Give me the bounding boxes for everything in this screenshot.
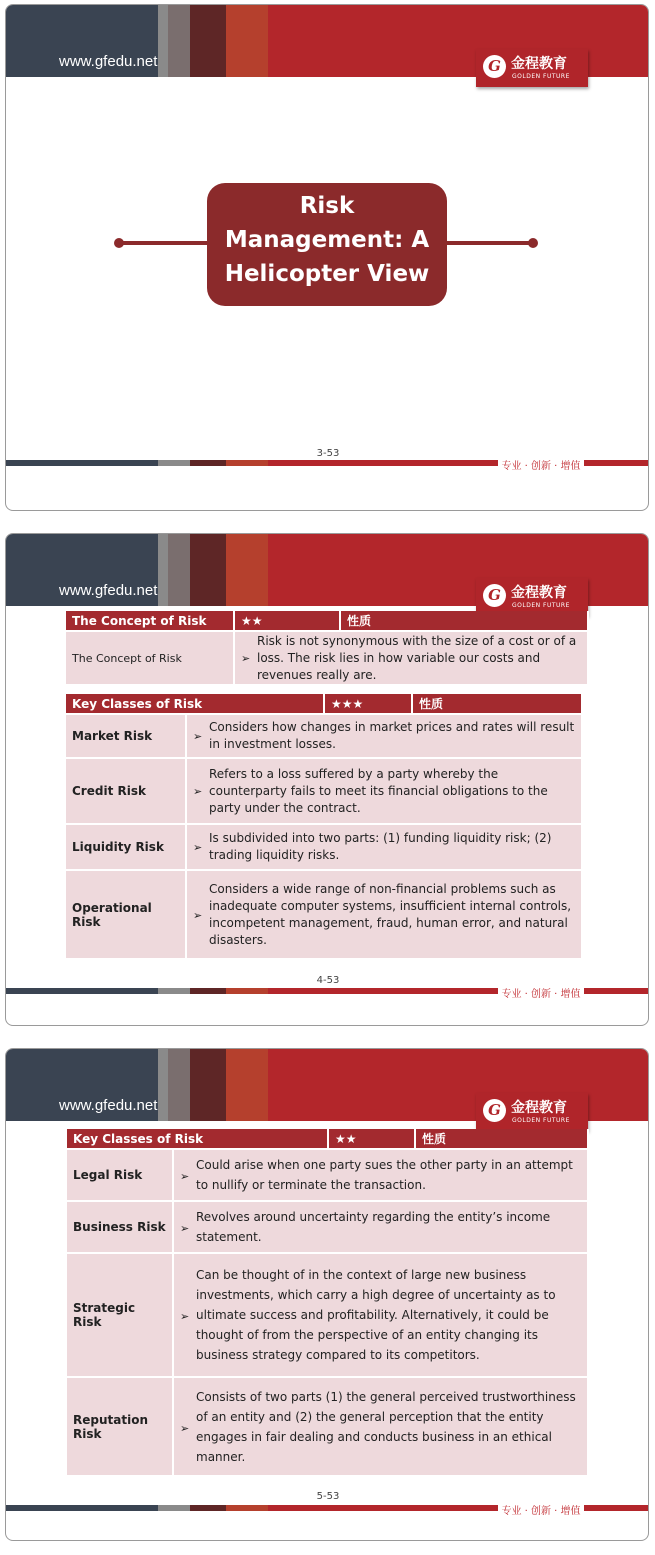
classes-table-header: [67, 1129, 588, 1149]
row-text: Revolves around uncertainty regarding the entity’s income statement.: [196, 1210, 551, 1244]
footer-slogan: 专业 · 创新 · 增值: [498, 457, 584, 472]
table-row: [67, 1149, 588, 1201]
row-label: Credit Risk: [66, 758, 186, 824]
row-text: Considers a wide range of non-financial problems such as inadequate computer systems, insufficient internal controls, incompetent management, fraud, human error, and natural disasters.: [209, 881, 572, 947]
row-text: Considers how changes in market prices and rates will result in investment losses.: [209, 720, 575, 751]
page-number: 5-53: [316, 1491, 340, 1502]
bullet-arrow-icon: ➢: [241, 652, 251, 665]
header-nature: 性质: [415, 1129, 588, 1149]
table-row: [66, 870, 582, 958]
risk-classes-table: [66, 694, 583, 958]
title-line-1: Risk: [299, 193, 355, 219]
brand-logo: [476, 49, 588, 87]
table-row: [66, 631, 588, 684]
title-line-left: [120, 241, 210, 245]
row-text: Refers to a loss suffered by a party whereby the counterparty fails to meet its financial obligations to the party under the contract.: [209, 766, 548, 815]
logo-name-en: GOLDEN FUTURE: [512, 73, 570, 80]
header-nature: 性质: [340, 611, 588, 631]
concept-table-header: [66, 611, 588, 631]
classes-table-header: [66, 694, 582, 714]
row-description: [234, 631, 588, 684]
header-topic: Key Classes of Risk: [66, 694, 324, 714]
logo-emblem-icon: G: [483, 584, 506, 607]
row-description: [173, 1201, 588, 1253]
bullet-arrow-icon: ➢: [193, 841, 203, 854]
slide-title: [207, 183, 447, 306]
table-row: [67, 1253, 588, 1377]
header-stars: ★★★: [324, 694, 412, 714]
slide-3: [5, 4, 649, 511]
site-url: www.gfedu.net: [59, 582, 158, 599]
table-row: [67, 1201, 588, 1253]
bullet-arrow-icon: ➢: [180, 1222, 190, 1235]
row-description: [186, 714, 582, 758]
row-description: [173, 1253, 588, 1377]
row-label: Liquidity Risk: [66, 824, 186, 870]
row-label: The Concept of Risk: [66, 631, 234, 684]
logo-emblem-icon: G: [483, 55, 506, 78]
bullet-arrow-icon: ➢: [193, 908, 203, 922]
logo-emblem-icon: G: [483, 1099, 506, 1122]
title-line-2: Management: A: [224, 227, 430, 253]
table-row: [66, 714, 582, 758]
footer-slogan: 专业 · 创新 · 增值: [498, 985, 584, 1000]
header-stars: ★★: [328, 1129, 415, 1149]
risk-classes-table: [67, 1129, 589, 1475]
slide-4: [5, 533, 649, 1026]
title-line-3: Helicopter View: [224, 261, 430, 287]
row-description: [173, 1149, 588, 1201]
site-url: www.gfedu.net: [59, 53, 158, 70]
table-row: [66, 758, 582, 824]
row-label: Market Risk: [66, 714, 186, 758]
header-stars: ★★: [234, 611, 340, 631]
row-description: [173, 1377, 588, 1475]
row-label: Strategic Risk: [67, 1253, 173, 1377]
page-number: 4-53: [316, 975, 340, 986]
slide-5: [5, 1048, 649, 1541]
row-label: Legal Risk: [67, 1149, 173, 1201]
logo-name-cn: 金程教育: [511, 1100, 567, 1116]
row-description: [186, 870, 582, 958]
bullet-arrow-icon: ➢: [180, 1310, 190, 1323]
row-label: Business Risk: [67, 1201, 173, 1253]
row-text: Is subdivided into two parts: (1) funding liquidity risk; (2) trading liquidity risks.: [209, 831, 552, 862]
logo-name-cn: 金程教育: [511, 585, 567, 601]
row-label: Reputation Risk: [67, 1377, 173, 1475]
row-text: Risk is not synonymous with the size of a cost or of a loss. The risk lies in how variable our costs and revenues really are.: [257, 633, 577, 682]
brand-logo: [476, 1093, 588, 1131]
header-topic: Key Classes of Risk: [67, 1129, 328, 1149]
header-topic: The Concept of Risk: [66, 611, 234, 631]
row-text: Could arise when one party sues the other party in an attempt to nullify or terminate the transaction.: [196, 1158, 573, 1192]
logo-name-cn: 金程教育: [511, 56, 567, 72]
row-description: [186, 758, 582, 824]
table-row: [67, 1377, 588, 1475]
site-url: www.gfedu.net: [59, 1097, 158, 1114]
table-row: [66, 824, 582, 870]
bullet-arrow-icon: ➢: [180, 1170, 190, 1183]
footer-slogan: 专业 · 创新 · 增值: [498, 1502, 584, 1517]
row-description: [186, 824, 582, 870]
header-nature: 性质: [412, 694, 582, 714]
bullet-arrow-icon: ➢: [193, 730, 203, 743]
page-number: 3-53: [316, 448, 340, 459]
title-line-right: [444, 241, 534, 245]
bullet-arrow-icon: ➢: [193, 785, 203, 798]
bullet-arrow-icon: ➢: [180, 1421, 190, 1435]
title-line-right-dot: [528, 238, 538, 248]
row-text: Can be thought of in the context of large new business investments, which carry a high degree of uncertainty as to ultimate success and profitability. Alternatively, it could be thought of from the perspective of an entity changing its business strategy compared to its competitors.: [196, 1268, 556, 1362]
row-label: Operational Risk: [66, 870, 186, 958]
concept-table: [66, 611, 589, 684]
row-text: Consists of two parts (1) the general perceived trustworthiness of an entity and (2) the general perception that the entity engages in fair dealing and conducts business in an ethical manner.: [196, 1389, 576, 1464]
logo-name-en: GOLDEN FUTURE: [512, 1117, 570, 1124]
logo-name-en: GOLDEN FUTURE: [512, 602, 570, 609]
